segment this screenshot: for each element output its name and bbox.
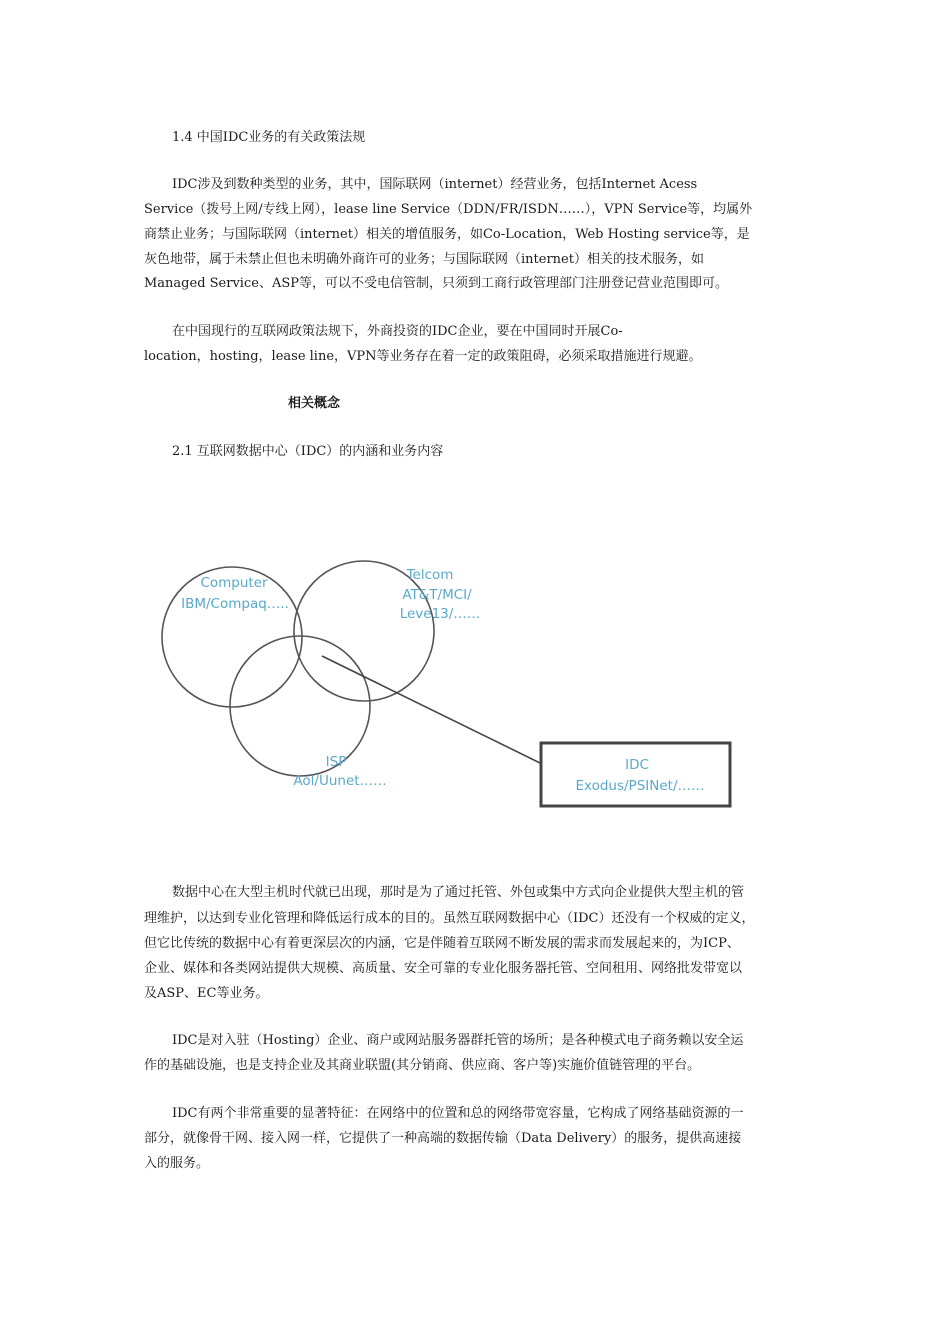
paragraph-line: IDC涉及到数种类型的业务，其中，国际联网（internet）经营业务，包括Internet Acess <box>172 177 698 192</box>
paragraph-line: 在中国现行的互联网政策法规下，外商投资的IDC企业，要在中国同时开展Co- <box>172 324 623 339</box>
paragraph-line: 部分，就像骨干网、接入网一样，它提供了一种高端的数据传输（Data Delivery）的服务，提供高速接 <box>144 1131 742 1146</box>
paragraph-line: 商禁止业务；与国际联网（internet）相关的增值服务，如Co-Location，Web Hosting service等，是 <box>144 227 750 242</box>
related-concepts-heading: 相关概念 <box>288 396 341 411</box>
paragraph-line: Service（拨号上网/专线上网），lease line Service（DDN/FR/ISDN……），VPN Service等，均属外 <box>144 202 753 217</box>
paragraph-line: IDC有两个非常重要的显著特征：在网络中的位置和总的网络带宽容量，它构成了网络基础资源的一 <box>172 1106 744 1121</box>
paragraph-line: 作的基础设施，也是支持企业及其商业联盟(其分销商、供应商、客户等)实施价值链管理的平台。 <box>144 1058 701 1073</box>
venn-diagram <box>140 520 760 860</box>
telcom-examples-label-1: AT&T/MCI/ <box>402 587 472 603</box>
paragraph-line: Managed Service、ASP等，可以不受电信管制，只须到工商行政管理部门注册登记营业范围即可。 <box>144 276 728 291</box>
isp-label: ISP <box>325 754 347 770</box>
connector-line <box>322 656 540 763</box>
paragraph-line: 理维护，以达到专业化管理和降低运行成本的目的。虽然互联网数据中心（IDC）还没有一个权威的定义， <box>144 911 755 926</box>
paragraph-line: 数据中心在大型主机时代就已出现，那时是为了通过托管、外包或集中方式向企业提供大型主机的管 <box>172 885 745 900</box>
isp-circle <box>230 636 370 776</box>
paragraph-line: 但它比传统的数据中心有着更深层次的内涵，它是伴随着互联网不断发展的需求而发展起来的，为ICP、 <box>144 936 740 951</box>
computer-label: Computer <box>200 575 268 591</box>
telcom-examples-label-2: Leve13/…… <box>399 606 481 622</box>
idc-examples-label: Exodus/PSINet/…… <box>575 778 705 794</box>
paragraph-line: 企业、媒体和各类网站提供大规模、高质量、安全可靠的专业化服务器托管、空间租用、网络批发带宽以 <box>144 961 743 976</box>
paragraph-line: 灰色地带，属于未禁止但也未明确外商许可的业务；与国际联网（internet）相关的技术服务，如 <box>144 252 704 267</box>
section-heading-1-4: 1.4 中国IDC业务的有关政策法规 <box>172 130 366 145</box>
section-heading-2-1: 2.1 互联网数据中心（IDC）的内涵和业务内容 <box>172 444 444 459</box>
idc-box <box>541 743 730 806</box>
telcom-label: Telcom <box>406 567 454 583</box>
paragraph-line: 入的服务。 <box>144 1156 210 1171</box>
paragraph-line: 及ASP、EC等业务。 <box>144 986 269 1001</box>
paragraph-line: location，hosting，lease line，VPN等业务存在着一定的政策阻碍，必须采取措施进行规避。 <box>144 349 702 364</box>
idc-label: IDC <box>625 757 649 773</box>
isp-examples-label: Aol/Uunet…… <box>293 773 387 789</box>
computer-examples-label: IBM/Compaq….. <box>181 596 289 612</box>
paragraph-line: IDC是对入驻（Hosting）企业、商户或网站服务器群托管的场所；是各种模式电子商务赖以安全运 <box>172 1033 744 1048</box>
